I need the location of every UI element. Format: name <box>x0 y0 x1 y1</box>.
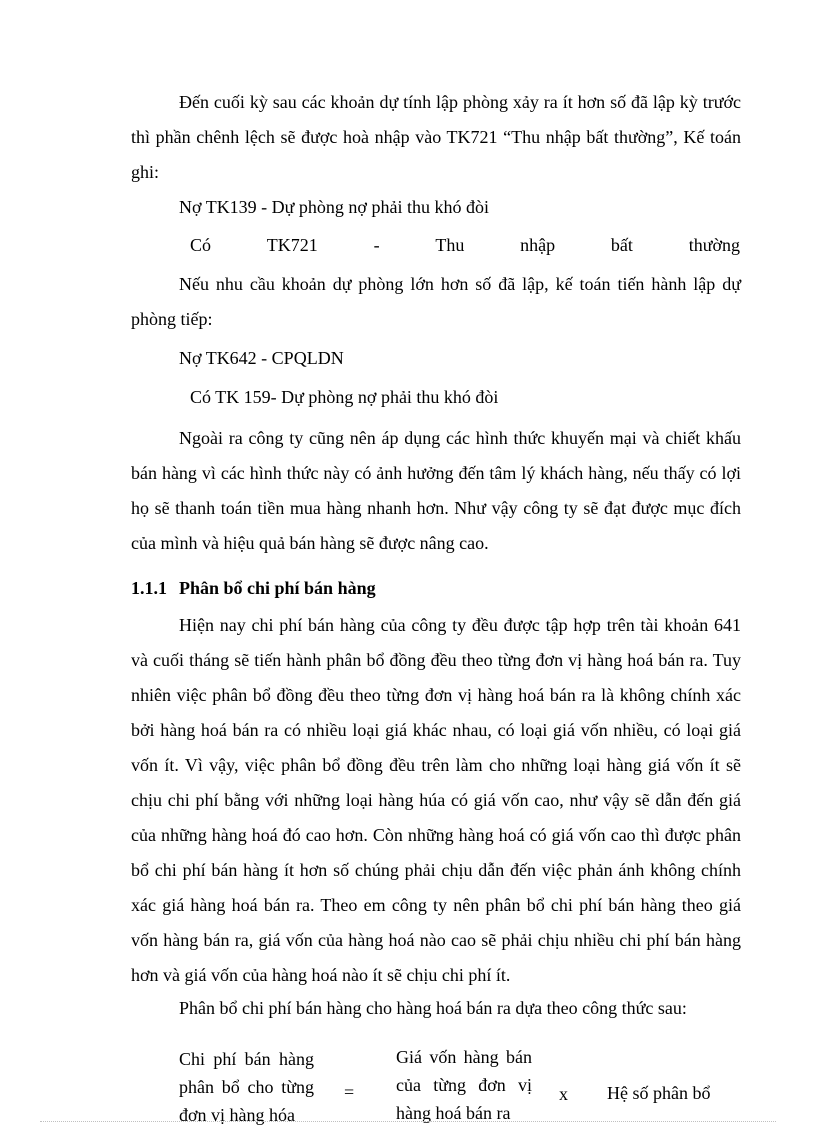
section-heading <box>131 577 376 599</box>
credit-word: thường <box>688 235 740 255</box>
paragraph-promotions: Ngoài ra công ty cũng nên áp dụng các hình thức khuyến mại và chiết khấu bán hàng vì các hình thức này có ảnh hưởng đến tâm lý khách hàng, nếu thấy có lợi họ sẽ thanh toán tiền mua hàng nhanh hơn. Như vậy công ty sẽ đạt được mục đích của mình và hiệu quả bán hàng sẽ được nâng cao. <box>131 428 741 553</box>
credit-word: - <box>373 235 380 255</box>
formula-right-term: Hệ số phân bổ <box>607 1083 711 1103</box>
paragraph-reversal: Đến cuối kỳ sau các khoản dự tính lập phòng xảy ra ít hơn số đã lập kỳ trước thì phần chênh lệch sẽ được hoà nhập vào TK721 “Thu nhập bất thường”, Kế toán ghi: <box>131 92 741 182</box>
formula-equals-sign: = <box>344 1082 355 1102</box>
page-bottom-rule <box>40 1121 776 1122</box>
formula-intro: Phân bổ chi phí bán hàng cho hàng hoá bán ra dựa theo công thức sau: <box>179 998 687 1018</box>
journal-entry-debit-tk642: Nợ TK642 - CPQLDN <box>179 348 344 368</box>
formula-middle-term: Giá vốn hàng bán của từng đơn vị hàng hoá bán ra <box>396 1047 532 1123</box>
journal-entry-credit-tk159: Có TK 159- Dự phòng nợ phải thu khó đòi <box>190 387 499 407</box>
credit-word: Thu <box>435 235 465 255</box>
credit-word: nhập <box>520 235 556 255</box>
section-number: 1.1.1 <box>131 578 167 598</box>
credit-word: bất <box>610 235 633 255</box>
journal-entry-credit-tk721 <box>190 234 740 256</box>
paragraph-additional-provision: Nếu nhu cầu khoản dự phòng lớn hơn số đã lập, kế toán tiến hành lập dự phòng tiếp: <box>131 274 741 329</box>
section-title: Phân bổ chi phí bán hàng <box>179 578 376 598</box>
formula-left-term: Chi phí bán hàng phân bổ cho từng đơn vị hàng hóa <box>179 1049 314 1125</box>
credit-word: TK721 <box>266 235 318 255</box>
credit-word: Có <box>190 235 212 255</box>
journal-entry-debit-tk139: Nợ TK139 - Dự phòng nợ phải thu khó đòi <box>179 197 489 217</box>
formula-times-sign: x <box>559 1084 568 1104</box>
paragraph-cost-allocation: Hiện nay chi phí bán hàng của công ty đều được tập hợp trên tài khoản 641 và cuối tháng sẽ tiến hành phân bổ đồng đều theo từng đơn vị hàng hoá bán ra. Tuy nhiên việc phân bổ đồng đều theo từng đơn vị hàng hoá bán ra là không chính xác bởi hàng hoá bán ra có nhiều loại giá khác nhau, có loại giá vốn nhiều, có loại giá vốn ít. Vì vậy, việc phân bổ đồng đều trên làm cho những loại hàng giá vốn ít sẽ chịu chi phí bằng với những loại hàng húa có giá vốn cao, như vậy sẽ dẫn đến giá của những hàng hoá đó cao hơn. Còn những hàng hoá có giá vốn cao thì được phân bổ chi phí bán hàng ít hơn số chúng phải chịu dẫn đến việc phản ánh không chính xác giá hàng hoá bán ra. Theo em công ty nên phân bổ chi phí bán hàng theo giá vốn hàng bán ra, giá vốn của hàng hoá nào cao sẽ phải chịu nhiều chi phí bán hàng hơn và giá vốn của hàng hoá nào ít sẽ chịu chi phí ít. <box>131 615 741 985</box>
